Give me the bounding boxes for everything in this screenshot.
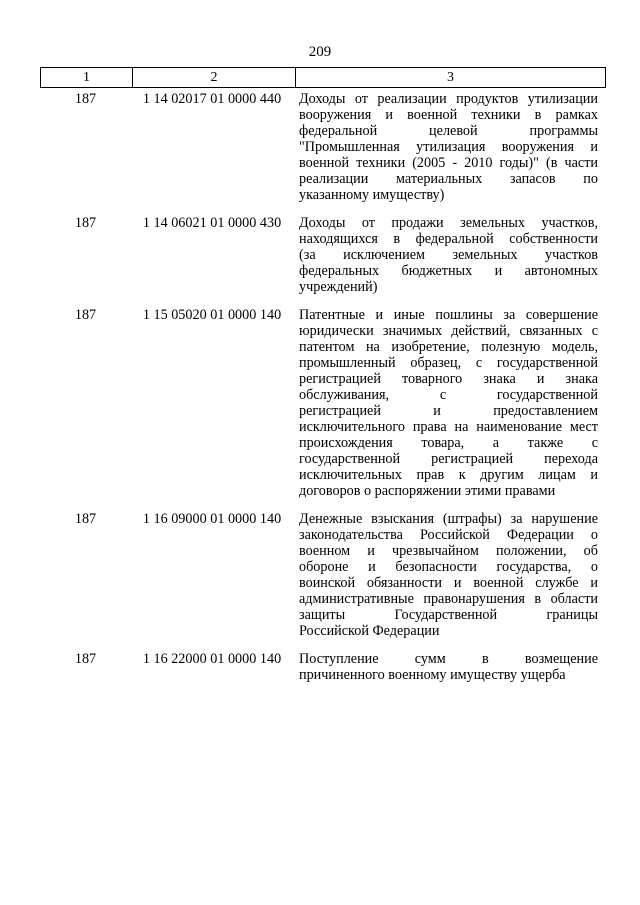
description-line: Российской Федерации: [299, 623, 440, 639]
description-line: воинской обязанности и военной службе и: [299, 575, 598, 591]
description-line: указанному имуществу): [299, 187, 445, 203]
description-line: Поступление сумм в возмещение: [299, 651, 598, 667]
description-line: государственной регистрацией перехода: [299, 451, 598, 467]
revenue-description-cell: [293, 90, 606, 203]
budget-classification-code-cell: 1 15 05020 01 0000 140: [142, 307, 282, 323]
description-line: Денежные взыскания (штрафы) за нарушение: [299, 511, 598, 527]
description-line: защиты Государственной границы: [299, 607, 598, 623]
table-row: [40, 90, 606, 203]
description-line: патентом на изобретение, полезную модель,: [299, 339, 598, 355]
description-line: причиненного военному имуществу ущерба: [299, 667, 566, 683]
description-line: (за исключением земельных участков: [299, 247, 598, 263]
table-row: [40, 510, 606, 639]
description-line: "Промышленная утилизация вооружения и: [299, 139, 598, 155]
description-line: юридически значимых действий, связанных с: [299, 323, 598, 339]
column-header-1: 1: [41, 68, 133, 88]
description-line: находящихся в федеральной собственности: [299, 231, 598, 247]
admin-code-cell: 187: [74, 511, 97, 527]
revenue-description-cell: [293, 214, 606, 295]
admin-code-cell: 187: [74, 215, 97, 231]
description-line: федеральных бюджетных и автономных: [299, 263, 598, 279]
description-line: исключительного права на наименование мест: [299, 419, 598, 435]
description-line: промышленный образец, с государственной: [299, 355, 598, 371]
column-header-2: 2: [133, 68, 296, 88]
description-line: военной техники (2005 - 2010 годы)" (в части: [299, 155, 598, 171]
description-line: регистрацией и предоставлением: [299, 403, 598, 419]
description-line: вооружения и военной техники в рамках: [299, 107, 598, 123]
description-line: федеральной целевой программы: [299, 123, 598, 139]
admin-code-cell: 187: [74, 91, 97, 107]
description-line: договоров о распоряжении этими правами: [299, 483, 556, 499]
description-line: законодательства Российской Федерации о: [299, 527, 598, 543]
column-header-table: [40, 67, 606, 88]
table-row: [40, 650, 606, 683]
column-header-3: 3: [296, 68, 606, 88]
page-number: 209: [308, 44, 332, 60]
description-line: обороне и безопасности государства, о: [299, 559, 598, 575]
budget-classification-code-cell: 1 14 02017 01 0000 440: [142, 91, 282, 107]
table-body: [40, 90, 606, 694]
description-line: Доходы от продажи земельных участков,: [299, 215, 598, 231]
description-line: учреждений): [299, 279, 378, 295]
table-row: [40, 306, 606, 499]
description-line: регистрацией товарного знака и знака: [299, 371, 598, 387]
description-line: административные правонарушения в области: [299, 591, 598, 607]
description-line: исключительных прав к другим лицам и: [299, 467, 598, 483]
budget-classification-code-cell: 1 16 09000 01 0000 140: [142, 511, 282, 527]
description-line: Доходы от реализации продуктов утилизации: [299, 91, 598, 107]
revenue-description-cell: [293, 650, 606, 683]
admin-code-cell: 187: [74, 307, 97, 323]
column-header-row: [41, 68, 606, 88]
admin-code-cell: 187: [74, 651, 97, 667]
revenue-description-cell: [293, 306, 606, 499]
revenue-description-cell: [293, 510, 606, 639]
description-line: военном и чрезвычайном положении, об: [299, 543, 598, 559]
budget-classification-code-cell: 1 16 22000 01 0000 140: [142, 651, 282, 667]
description-line: Патентные и иные пошлины за совершение: [299, 307, 598, 323]
description-line: происхождения товара, а также с: [299, 435, 598, 451]
description-line: обслуживания, с государственной: [299, 387, 598, 403]
budget-classification-code-cell: 1 14 06021 01 0000 430: [142, 215, 282, 231]
description-line: реализации материальных запасов по: [299, 171, 598, 187]
table-row: [40, 214, 606, 295]
